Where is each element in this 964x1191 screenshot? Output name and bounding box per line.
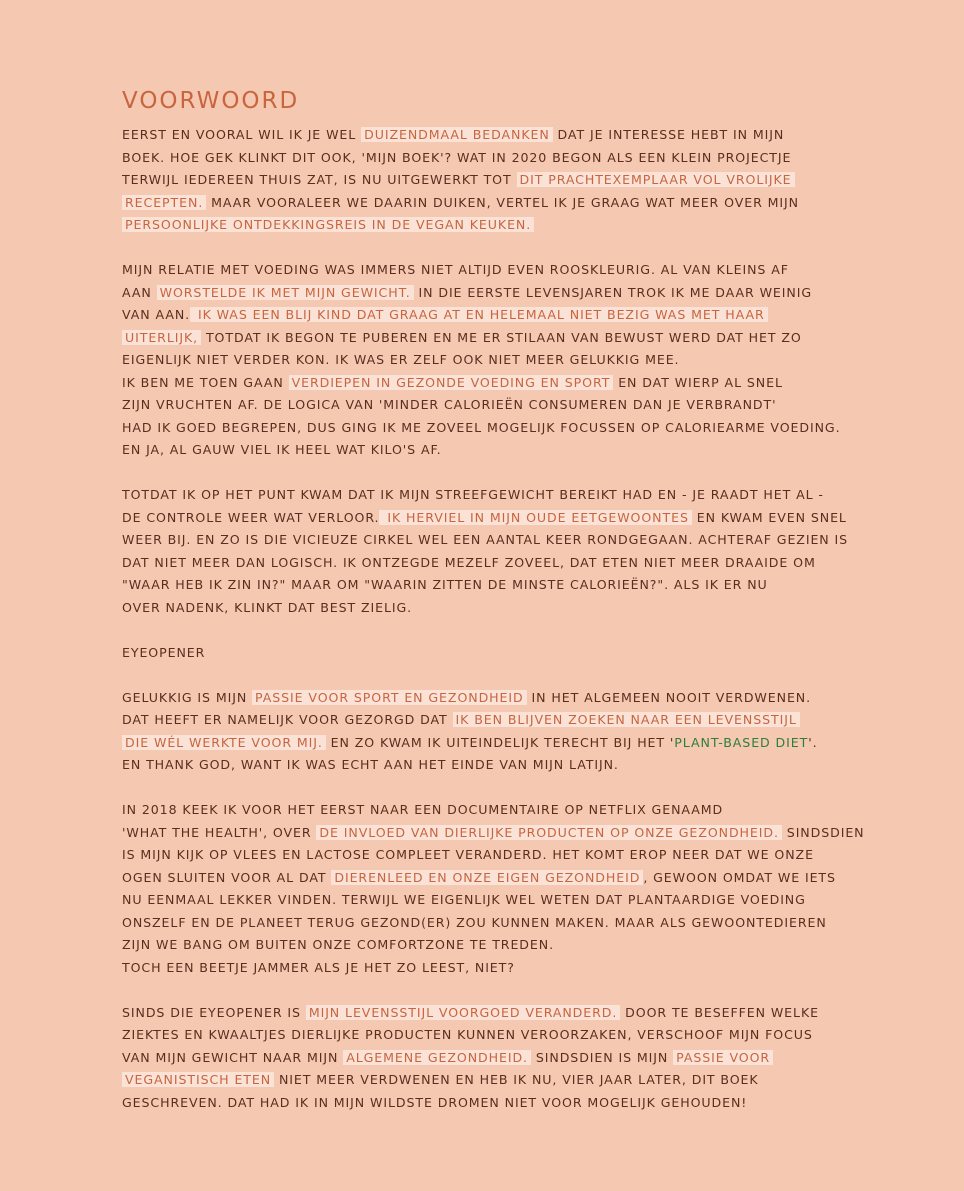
text-segment: SINDS DIE EYEOPENER IS — [122, 1004, 306, 1020]
highlighted-text: DIERENLEED EN ONZE EIGEN GEZONDHEID — [331, 870, 643, 885]
text-segment: WEER BIJ. EN ZO IS DIE VICIEUZE CIRKEL WEL EEN AANTAL KEER RONDGEGAAN. ACHTERAF GEZIEN IS — [122, 532, 849, 547]
text-line — [122, 754, 862, 777]
paragraph — [122, 124, 862, 237]
text-segment: DOOR TE BESEFFEN WELKE — [620, 1004, 819, 1020]
highlighted-text: RECEPTEN. — [122, 195, 206, 210]
highlighted-text: IK WAS EEN BLIJ KIND DAT GRAAG AT EN HELEMAAL NIET BEZIG WAS MET HAAR — [190, 307, 768, 322]
text-segment: '. — [808, 734, 818, 750]
text-line — [122, 642, 862, 665]
highlighted-text: WORSTELDE IK MET MIJN GEWICHT. — [157, 285, 414, 300]
text-segment: ZIJN WE BANG OM BUITEN ONZE COMFORTZONE TE TREDEN. — [122, 937, 554, 952]
highlighted-text: PASSIE VOOR — [673, 1050, 773, 1065]
highlighted-text: DUIZENDMAAL BEDANKEN — [361, 127, 553, 142]
text-segment: HAD IK GOED BEGREPEN, DUS GING IK ME ZOVEEL MOGELIJK FOCUSSEN OP CALORIEARME VOEDING. — [122, 419, 841, 435]
text-segment: SINDSDIEN IS MIJN — [530, 1049, 674, 1065]
paragraph — [122, 799, 865, 979]
text-segment: ZIEKTES EN KWAALTJES DIERLIJKE PRODUCTEN KUNNEN VEROORZAKEN, VERSCHOOF MIJN FOCUS — [122, 1027, 813, 1042]
text-segment: TOTDAT IK BEGON TE PUBEREN EN ME ER STILAAN VAN BEWUST WERD DAT HET ZO — [201, 329, 802, 345]
text-segment: EN JA, AL GAUW VIEL IK HEEL WAT KILO'S AF. — [122, 442, 442, 457]
paragraph — [122, 484, 862, 619]
text-segment: EYEOPENER — [122, 644, 206, 660]
text-segment: DE CONTROLE WEER WAT VERLOOR. — [122, 509, 380, 525]
section-heading — [122, 642, 862, 665]
text-segment: MIJN RELATIE MET VOEDING WAS IMMERS NIET ALTIJD EVEN ROOSKLEURIG. AL VAN KLEINS AF — [122, 262, 789, 277]
text-segment: EERST EN VOORAL WIL IK JE WEL — [122, 127, 362, 142]
highlighted-text: ALGEMENE GEZONDHEID. — [343, 1050, 531, 1065]
text-segment: IS MIJN KIJK OP VLEES EN LACTOSE COMPLEET VERANDERD. HET KOMT EROP NEER DAT WE ONZE — [122, 847, 814, 862]
text-segment: TOTDAT IK OP HET PUNT KWAM DAT IK MIJN STREEFGEWICHT BEREIKT HAD EN - JE RAADT HET AL - — [122, 487, 824, 502]
text-segment: IN HET ALGEMEEN NOOIT VERDWENEN. — [526, 689, 812, 705]
text-segment: NU EENMAAL LEKKER VINDEN. TERWIJL WE EIGENLIJK WEL WETEN DAT PLANTAARDIGE VOEDING — [122, 892, 806, 907]
text-segment: SINDSDIEN — [781, 824, 865, 840]
text-line — [122, 327, 862, 350]
text-segment: IN 2018 KEEK IK VOOR HET EERST NAAR EEN DOCUMENTAIRE OP NETFLIX GENAAMD — [122, 802, 724, 817]
text-segment: ZIJN VRUCHTEN AF. DE LOGICA VAN 'MINDER CALORIEËN CONSUMEREN DAN JE VERBRANDT' — [122, 397, 777, 412]
text-line — [122, 912, 862, 935]
text-segment: DAT JE INTERESSE HEBT IN MIJN — [552, 127, 785, 142]
text-line — [122, 394, 862, 417]
highlighted-text: IK HERVIEL IN MIJN OUDE EETGEWOONTES — [379, 510, 691, 525]
text-segment: IN DIE EERSTE LEVENSJAREN TROK IK ME DAAR WEINIG — [413, 284, 812, 300]
text-line — [122, 169, 862, 192]
text-line — [122, 1002, 862, 1025]
text-line — [122, 259, 862, 282]
highlighted-text: DIT PRACHTEXEMPLAAR VOL VROLIJKE — [517, 172, 795, 187]
text-segment: MAAR VOORALEER WE DAARIN DUIKEN, VERTEL IK JE GRAAG WAT MEER OVER MIJN — [206, 194, 799, 210]
text-line — [122, 124, 862, 147]
text-segment: , GEWOON OMDAT WE IETS — [643, 869, 836, 885]
text-line — [122, 597, 862, 620]
text-line — [122, 282, 862, 305]
text-line — [122, 799, 862, 822]
text-segment: EN KWAM EVEN SNEL — [691, 509, 847, 525]
text-line — [122, 709, 862, 732]
paragraph-gap — [122, 664, 862, 687]
highlighted-text: DIE WÉL WERKTE VOOR MIJ. — [122, 735, 326, 750]
text-line — [122, 349, 862, 372]
text-segment: DAT HEEFT ER NAMELIJK VOOR GEZORGD DAT — [122, 712, 453, 727]
paragraph-gap — [122, 462, 862, 485]
body-text — [122, 124, 865, 1114]
text-segment: EN ZO KWAM IK UITEINDELIJK TERECHT BIJ HET ' — [325, 734, 675, 750]
text-segment: VAN MIJN GEWICHT NAAR MIJN — [122, 1049, 344, 1065]
highlighted-text: UITERLIJK, — [122, 330, 201, 345]
text-segment: NIET MEER VERDWENEN EN HEB IK NU, VIER JAAR LATER, DIT BOEK — [274, 1072, 759, 1087]
paragraph-gap — [122, 619, 862, 642]
text-line — [122, 867, 862, 890]
text-segment: VAN AAN. — [122, 307, 191, 322]
text-line — [122, 844, 862, 867]
text-line — [122, 417, 862, 440]
text-line — [122, 822, 865, 845]
text-segment: TERWIJL IEDEREEN THUIS ZAT, IS NU UITGEWERKT TOT — [122, 172, 517, 187]
paragraph — [122, 687, 862, 777]
text-segment: AAN — [122, 284, 157, 300]
text-line — [122, 687, 862, 710]
text-line — [122, 304, 862, 327]
text-line — [122, 214, 862, 237]
text-line — [122, 574, 862, 597]
text-line — [122, 1092, 862, 1115]
page-title: VOORWOORD — [122, 88, 300, 114]
text-line — [122, 552, 862, 575]
text-line — [122, 1047, 862, 1070]
text-line — [122, 957, 862, 980]
accent-text: PLANT-BASED DIET — [674, 734, 809, 750]
text-segment: 'WHAT THE HEALTH', OVER — [122, 824, 317, 840]
text-line — [122, 889, 862, 912]
text-segment: ONSZELF EN DE PLANEET TERUG GEZOND(ER) ZOU KUNNEN MAKEN. MAAR ALS GEWOONTEDIEREN — [122, 914, 827, 930]
highlighted-text: VEGANISTISCH ETEN — [122, 1072, 274, 1087]
paragraph-gap — [122, 237, 862, 260]
text-line — [122, 439, 862, 462]
text-segment: BOEK. HOE GEK KLINKT DIT OOK, 'MIJN BOEK'? WAT IN 2020 BEGON ALS EEN KLEIN PROJECTJE — [122, 149, 792, 165]
text-line — [122, 507, 862, 530]
highlighted-text: VERDIEPEN IN GEZONDE VOEDING EN SPORT — [289, 375, 614, 390]
text-line — [122, 529, 862, 552]
text-segment: TOCH EEN BEETJE JAMMER ALS JE HET ZO LEEST, NIET? — [122, 959, 515, 975]
paragraph — [122, 1002, 862, 1115]
text-segment: "WAAR HEB IK ZIN IN?" MAAR OM "WAARIN ZITTEN DE MINSTE CALORIEËN?". ALS IK ER NU — [122, 577, 768, 592]
text-line — [122, 484, 862, 507]
highlighted-text: MIJN LEVENSSTIJL VOORGOED VERANDERD. — [306, 1005, 620, 1020]
text-segment: GESCHREVEN. DAT HAD IK IN MIJN WILDSTE DROMEN NIET VOOR MOGELIJK GEHOUDEN! — [122, 1094, 748, 1110]
highlighted-text: PERSOONLIJKE ONTDEKKINGSREIS IN DE VEGAN KEUKEN. — [122, 217, 534, 232]
text-line — [122, 1069, 862, 1092]
text-line — [122, 1024, 862, 1047]
highlighted-text: PASSIE VOOR SPORT EN GEZONDHEID — [252, 690, 527, 705]
text-line — [122, 192, 862, 215]
text-line — [122, 372, 862, 395]
text-segment: GELUKKIG IS MIJN — [122, 689, 253, 705]
highlighted-text: DE INVLOED VAN DIERLIJKE PRODUCTEN OP ONZE GEZONDHEID. — [316, 825, 781, 840]
text-segment: EN DAT WIERP AL SNEL — [613, 374, 783, 390]
text-segment: DAT NIET MEER DAN LOGISCH. IK ONTZEGDE MEZELF ZOVEEL, DAT ETEN NIET MEER DRAAIDE OM — [122, 554, 816, 570]
text-segment: EN THANK GOD, WANT IK WAS ECHT AAN HET EINDE VAN MIJN LATIJN. — [122, 757, 619, 772]
text-segment: OGEN SLUITEN VOOR AL DAT — [122, 869, 332, 885]
highlighted-text: IK BEN BLIJVEN ZOEKEN NAAR EEN LEVENSSTIJL — [453, 712, 800, 727]
paragraph-gap — [122, 979, 862, 1002]
text-line — [122, 934, 862, 957]
text-line — [122, 147, 862, 170]
text-segment: OVER NADENK, KLINKT DAT BEST ZIELIG. — [122, 599, 413, 615]
text-segment: IK BEN ME TOEN GAAN — [122, 374, 289, 390]
paragraph-gap — [122, 777, 862, 800]
paragraph — [122, 259, 862, 462]
text-segment: EIGENLIJK NIET VERDER KON. IK WAS ER ZELF OOK NIET MEER GELUKKIG MEE. — [122, 352, 680, 367]
text-line — [122, 732, 862, 755]
